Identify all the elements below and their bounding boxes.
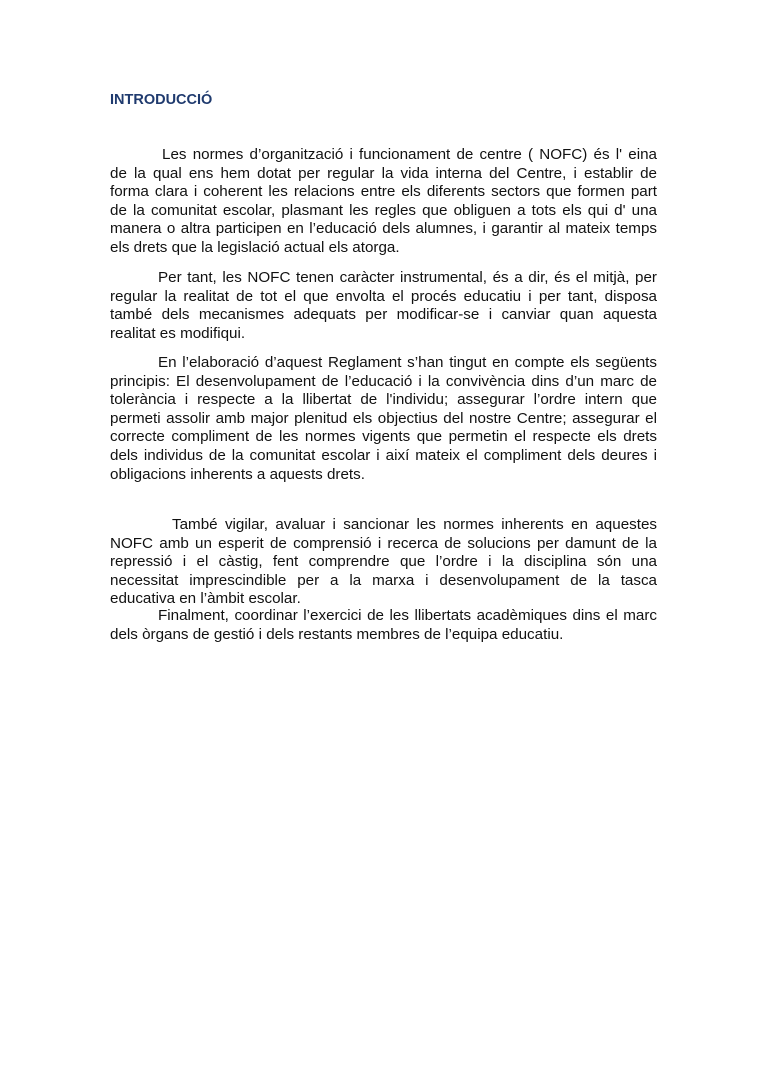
paragraph (110, 146, 657, 258)
text-line: manera o altra participen en l’educació dels alumnes, i garantir al mateix temps (110, 220, 657, 238)
paragraph (110, 354, 657, 484)
text-line: els drets que la legislació actual els atorga. (110, 238, 400, 256)
text-line: permeti assolir amb major plenitud els objectius del nostre Centre; assegurar el (110, 409, 657, 427)
text-line: obligacions inherents a aquests drets. (110, 465, 365, 483)
text-line: En l’elaboració d’aquest Reglament s’han tingut en compte els següents (158, 354, 657, 371)
text-line: Finalment, coordinar l’exercici de les llibertats acadèmiques dins el marc (158, 607, 657, 624)
text-line: dels òrgans de gestió i dels restants membres de l’equipa educatiu. (110, 625, 564, 643)
text-line: Les normes d’organització i funcionament de centre ( NOFC) és l' eina (162, 146, 657, 163)
text-line: també dels mecanismes adequats per modificar-se i canviar quan aquesta (110, 306, 657, 324)
text-line: També vigilar, avaluar i sancionar les normes inherents en aquestes (172, 516, 657, 533)
text-line: correcte compliment de les normes vigents que permetin el respecte els drets (110, 428, 657, 446)
text-line: forma clara i coherent les relacions entre els diferents sectors que formen part (110, 183, 657, 201)
text-line: NOFC amb un esperit de comprensió i recerca de solucions per damunt de la (110, 534, 657, 552)
text-line: educativa en l’àmbit escolar. (110, 590, 301, 608)
text-line: realitat es modifiqui. (110, 324, 246, 342)
text-line: repressió i el càstig, fent comprendre que l’ordre i la disciplina són una (110, 553, 657, 571)
text-line: necessitat imprescindible per a la marxa i desenvolupament de la tasca (110, 571, 657, 589)
text-line: dels individus de la comunitat escolar i així mateix el compliment dels deures i (110, 446, 657, 464)
paragraph (110, 516, 657, 609)
text-line: Per tant, les NOFC tenen caràcter instrumental, és a dir, és el mitjà, per (158, 269, 657, 286)
text-line: de la comunitat escolar, plasmant les regles que obliguen a tots els qui d' una (110, 201, 657, 219)
section-heading: INTRODUCCIÓ (110, 92, 213, 108)
text-line: de la qual ens hem dotat per regular la vida interna del Centre, i establir de (110, 164, 657, 182)
paragraph (110, 607, 657, 644)
paragraph (110, 269, 657, 343)
text-line: regular la realitat de tot el que envolta el procés educatiu i per tant, disposa (110, 287, 657, 305)
text-line: principis: El desenvolupament de l’educació i la convivència dins d’un marc de (110, 372, 657, 390)
text-line: tolerància i respecte a la llibertat de l'individu; assegurar l’ordre intern que (110, 391, 657, 409)
